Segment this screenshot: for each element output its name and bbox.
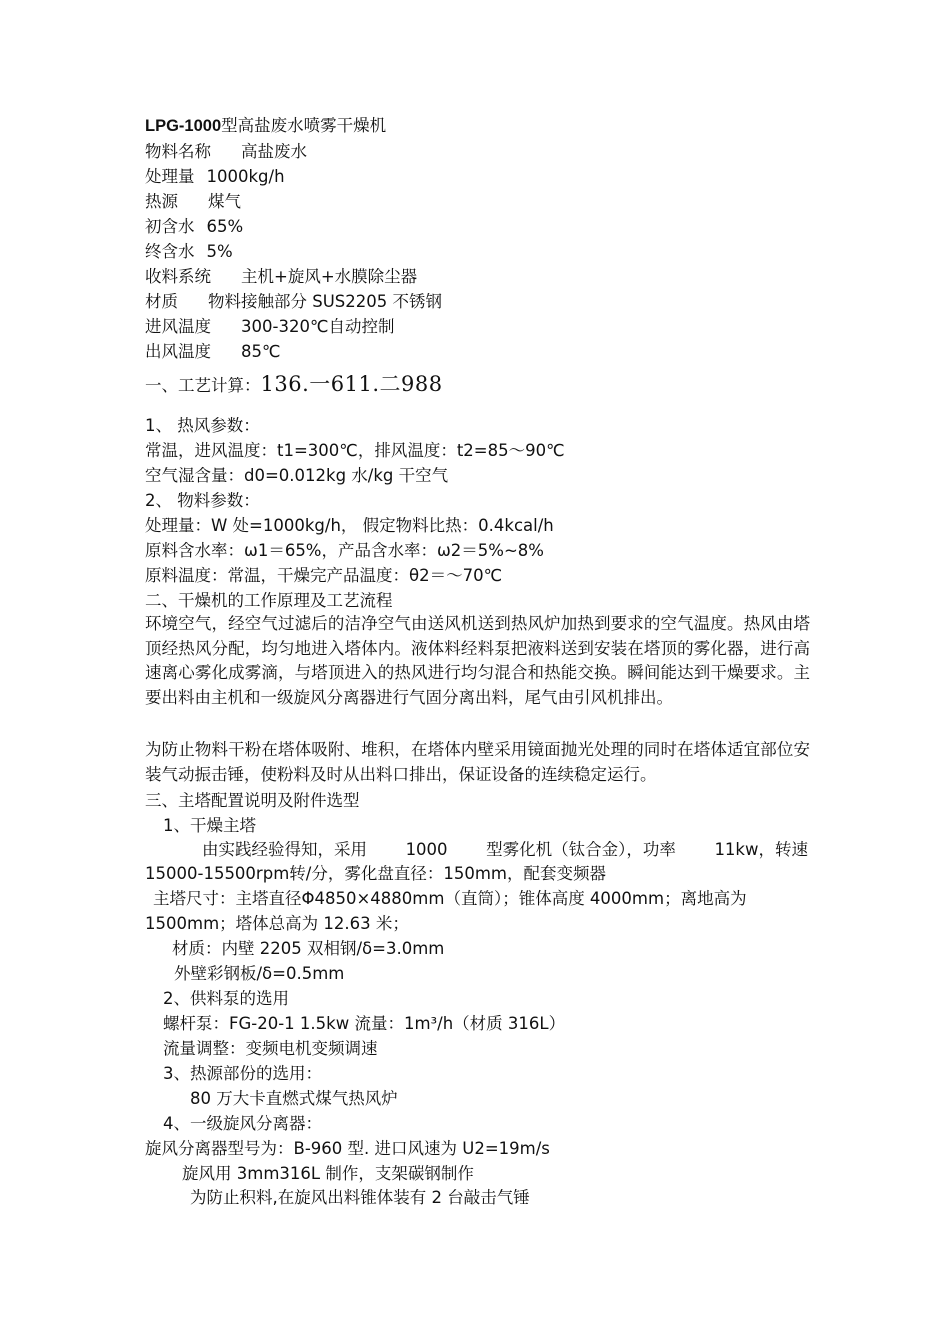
- section-2-heading: 二、干燥机的工作原理及工艺流程: [145, 591, 393, 610]
- section-2-paragraph-2: 为防止物料干粉在塔体吸附、堆积，在塔体内壁采用镜面抛光处理的同时在塔体适宜部位安装气动振击锤，使粉料及时从出料口排出，保证设备的连续稳定运行。: [145, 740, 810, 784]
- atomizer-speed-line: 15000-15500rpm转/分，雾化盘直径：150mm，配套变频器: [145, 864, 606, 883]
- atomizer-line: [202, 838, 808, 862]
- spec-value: 煤气: [208, 192, 241, 211]
- spec-label: 出风温度: [145, 342, 211, 361]
- spec-label: 进风温度: [145, 317, 211, 336]
- spec-row: [145, 140, 307, 164]
- cyclone-material-line: 旋风用 3mm316L 制作，支架碳钢制作: [182, 1164, 474, 1183]
- spec-value: 高盐废水: [241, 142, 307, 161]
- section-1-heading: [145, 372, 443, 398]
- line-moisture: 原料含水率：ω1＝65%，产品含水率：ω2＝5%~8%: [145, 541, 544, 560]
- spec-value: 主机+旋风+水膜除尘器: [241, 267, 418, 286]
- spec-value: 300-320℃自动控制: [241, 317, 395, 336]
- title-model: LPG-1000: [145, 117, 222, 135]
- spec-label: 收料系统: [145, 267, 211, 286]
- atomizer-text-c: 11kw，转速: [714, 840, 808, 859]
- spec-row: [145, 190, 241, 214]
- title-text: 型高盐废水喷雾干燥机: [221, 116, 387, 135]
- cyclone-model-line: 旋风分离器型号为：B-960 型. 进口风速为 U2=19m/s: [145, 1139, 550, 1158]
- spec-row: [145, 340, 281, 364]
- screw-pump-line: 螺杆泵：FG-20-1 1.5kw 流量：1m³/h（材质 316L）: [163, 1014, 566, 1033]
- atomizer-model: 1000: [405, 840, 448, 859]
- spec-row: [145, 240, 233, 264]
- spec-label: 热源: [145, 192, 178, 211]
- line-material-temperature: 原料温度：常温，干燥完产品温度：θ2＝～70℃: [145, 566, 503, 585]
- line-air-temperature: 常温，进风温度：t1=300℃，排风温度：t2=85～90℃: [145, 441, 565, 460]
- spec-value: 5%: [206, 242, 233, 261]
- line-air-humidity: 空气湿含量：d0=0.012kg 水/kg 干空气: [145, 466, 449, 485]
- subheading-feed-pump: 2、供料泵的选用: [163, 989, 289, 1008]
- heat-source-line: 80 万大卡直燃式煤气热风炉: [190, 1089, 398, 1108]
- spec-value: 物料接触部分 SUS2205 不锈钢: [208, 292, 443, 311]
- flow-adjust-line: 流量调整：变频电机变频调速: [163, 1039, 378, 1058]
- spec-value: 1000kg/h: [206, 167, 285, 186]
- spec-row: [145, 165, 285, 189]
- subheading-hot-air: 1、 热风参数：: [145, 416, 260, 435]
- spec-row: [145, 290, 442, 314]
- atomizer-text-b: 型雾化机（钛合金），功率: [486, 840, 676, 859]
- tower-height-line: 1500mm；塔体总高为 12.63 米；: [145, 914, 409, 933]
- subheading-cyclone: 4、一级旋风分离器：: [163, 1114, 322, 1133]
- spec-row: [145, 315, 394, 339]
- tower-size-line: 主塔尺寸：主塔直径Φ4850×4880mm（直筒）；锥体高度 4000mm；离地高为: [153, 889, 747, 908]
- spec-label: 材质: [145, 292, 178, 311]
- spec-label: 终含水: [145, 242, 195, 261]
- spec-row: [145, 265, 417, 289]
- spec-label: 物料名称: [145, 142, 211, 161]
- spec-row: [145, 215, 243, 239]
- subheading-main-tower: 1、干燥主塔: [163, 816, 256, 835]
- subheading-material: 2、 物料参数：: [145, 491, 260, 510]
- subheading-heat-source: 3、热源部份的选用：: [163, 1064, 322, 1083]
- cyclone-hammer-line: 为防止积料,在旋风出料锥体装有 2 台敲击气锤: [190, 1188, 530, 1207]
- section-1-title: 一、工艺计算：: [145, 376, 261, 395]
- line-capacity: 处理量：W 处=1000kg/h， 假定物料比热：0.4kcal/h: [145, 516, 554, 535]
- spec-label: 初含水: [145, 217, 195, 236]
- atomizer-text-a: 由实践经验得知，采用: [202, 840, 367, 859]
- spec-value: 85℃: [241, 342, 281, 361]
- outer-wall-material-line: 外壁彩钢板/δ=0.5mm: [174, 964, 345, 983]
- doc-title: [145, 114, 386, 138]
- spec-value: 65%: [206, 217, 244, 236]
- section-2-paragraph-1: 环境空气，经空气过滤后的洁净空气由送风机送到热风炉加热到要求的空气温度。热风由塔顶经热风分配，均匀地进入塔体内。液体料经料泵把液料送到安装在塔顶的雾化器，进行高速离心雾化成雾滴，与塔顶进入的热风进行均匀混合和热能交换。瞬间能达到干燥要求。主要出料由主机和一级旋风分离器进行气固分离出料，尾气由引风机排出。: [145, 614, 810, 707]
- section-3-heading: 三、主塔配置说明及附件选型: [145, 791, 360, 810]
- spec-label: 处理量: [145, 167, 195, 186]
- phone-number: 136.一611.二988: [260, 372, 443, 396]
- inner-wall-material-line: 材质：内壁 2205 双相钢/δ=3.0mm: [172, 939, 445, 958]
